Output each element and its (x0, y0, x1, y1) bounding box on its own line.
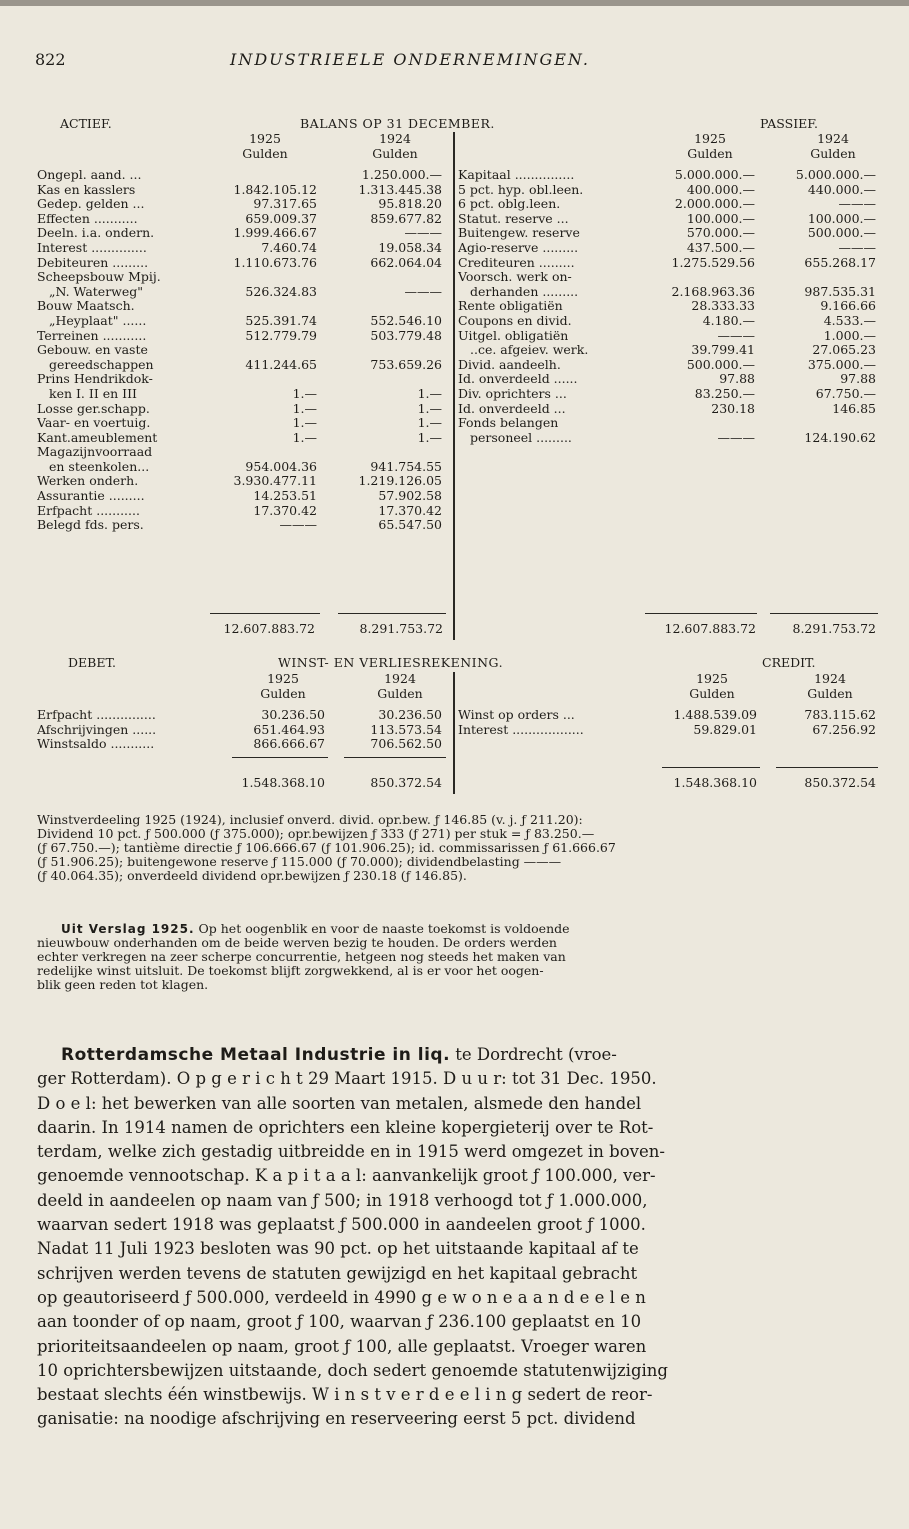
debet-total-1924: 850.372.54 (370, 775, 442, 790)
actief-1925-values (215, 168, 317, 533)
passief-1925-cell: 2.000.000.— (674, 197, 755, 212)
actief-1925-cell: 526.324.83 (245, 284, 317, 299)
winstverdeeling-note (37, 813, 877, 883)
actief-1924-cell: 1.— (417, 401, 442, 416)
actief-1925-cell (215, 372, 317, 387)
actief-1924-cell: 65.547.50 (378, 518, 442, 533)
passief-1925-values (650, 168, 755, 445)
page-number: 822 (35, 50, 66, 69)
passief-label: Div. oprichters ... (458, 386, 567, 401)
debet-1925-values (225, 708, 325, 752)
rule (770, 613, 878, 614)
passief-label: 5 pct. hyp. obl.leen. (458, 182, 584, 197)
passief-1925-cell: ——— (717, 430, 755, 445)
col-year-1925-left: 1925 (249, 131, 281, 146)
passief-1924-cell: 4.533.— (823, 313, 876, 328)
credit-1924-values (772, 708, 876, 737)
rule (344, 757, 446, 758)
passief-1924-cell: 100.000.— (807, 211, 876, 226)
actief-label: „Heyplaat" ...... (49, 313, 147, 328)
passief-1925-cell: 100.000.— (686, 211, 755, 226)
actief-1924-cell: 1.— (417, 386, 442, 401)
actief-1925-cell: 525.391.74 (245, 313, 317, 328)
actief-1924-cell: 662.064.04 (370, 255, 442, 270)
actief-1925-cell: 1.— (292, 401, 317, 416)
w-col-unit-right-2: Gulden (807, 686, 853, 701)
debet-label: Erfpacht ............... (37, 708, 156, 722)
w-col-unit-right-1: Gulden (689, 686, 735, 701)
actief-label: Belegd fds. pers. (37, 518, 144, 533)
debet-1925-cell: 651.464.93 (253, 722, 325, 737)
passief-1925-cell: 28.333.33 (691, 299, 755, 314)
passief-label: Divid. aandeelh. (458, 357, 561, 372)
col-unit-right-2: Gulden (810, 146, 856, 161)
passief-1924-cell: 375.000.— (807, 357, 876, 372)
verslag-line: redelijke winst uitsluit. De toekomst blijft zorgwekkend, al is er voor het oogen- (37, 963, 544, 978)
note-line: Winstverdeeling 1925 (1924), inclusief onverd. divid. opr.bew. ƒ 146.85 (v. j. ƒ 211.20): (37, 812, 583, 827)
verslag-line: Op het oogenblik en voor de naaste toekomst is voldoende (198, 921, 570, 936)
debet-1925-cell: 866.666.67 (253, 737, 325, 752)
passief-1924-cell: 1.000.— (823, 328, 876, 343)
actief-label: Assurantie ......... (37, 489, 145, 504)
actief-label: Kas en kasslers (37, 182, 136, 197)
actief-total-1924: 8.291.753.72 (359, 621, 443, 636)
credit-1925-values (655, 708, 757, 737)
rule (232, 757, 328, 758)
actief-label: Terreinen ........... (37, 328, 147, 343)
company-name: Rotterdamsche Metaal Industrie in liq. (61, 1045, 451, 1065)
actief-label: Werken onderh. (37, 474, 139, 489)
note-line: (ƒ 51.906.25); buitengewone reserve ƒ 115.000 (ƒ 70.000); dividendbelasting ——— (37, 854, 562, 869)
passief-1925-cell: 4.180.— (702, 313, 755, 328)
actief-1925-cell (215, 168, 317, 183)
w-col-year-1925-right: 1925 (696, 671, 728, 686)
passief-1925-cell: 230.18 (711, 401, 755, 416)
rule (210, 613, 320, 614)
company-line: aan toonder of op naam, groot ƒ 100, waarvan ƒ 236.100 geplaatst en 10 (37, 1312, 642, 1332)
company-line: ger Rotterdam). O p g e r i c h t 29 Maart 1915. D u u r: tot 31 Dec. 1950. (37, 1069, 657, 1089)
passief-1925-cell (650, 270, 755, 285)
passief-label: Agio-reserve ......... (458, 240, 579, 255)
actief-label: Effecten ........... (37, 211, 138, 226)
actief-1924-cell: 1.250.000.— (361, 168, 442, 182)
winst-separator (453, 672, 455, 794)
actief-1925-cell (215, 270, 317, 285)
actief-1925-cell: 1.842.105.12 (233, 182, 317, 197)
actief-label: Vaar- en voertuig. (37, 416, 151, 431)
actief-1925-cell (215, 343, 317, 358)
passief-label: 6 pct. oblg.leen. (458, 197, 561, 212)
passief-1925-cell: ——— (717, 328, 755, 343)
actief-1925-cell: 17.370.42 (253, 503, 317, 518)
company-line: schrijven werden tevens de statuten gewijzigd en het kapitaal gebracht (37, 1263, 638, 1283)
col-year-1925-right: 1925 (694, 131, 726, 146)
actief-1925-cell (215, 299, 317, 314)
debet-1924-values (342, 708, 442, 752)
company-line: deeld in aandeelen op naam van ƒ 500; in 1918 verhoogd tot ƒ 1.000.000, (37, 1190, 648, 1210)
verslag-section (37, 922, 877, 992)
actief-1925-cell: 1.999.466.67 (233, 226, 317, 241)
col-year-1924-left: 1924 (379, 131, 411, 146)
actief-label: gereedschappen (49, 357, 154, 372)
winst-title: WINST- EN VERLIESREKENING. (278, 655, 504, 670)
passief-label: Voorsch. werk on- (458, 270, 572, 285)
debet-header: DEBET. (68, 655, 116, 670)
passief-1924-cell: ——— (838, 240, 876, 255)
passief-1924-cell: ——— (838, 197, 876, 212)
actief-1924-cell (340, 299, 442, 314)
w-col-year-1924-right: 1924 (814, 671, 846, 686)
passief-1924-values (770, 168, 876, 445)
company-line: te Dordrecht (vroe- (455, 1045, 617, 1064)
actief-1925-cell: 1.— (292, 416, 317, 431)
passief-1924-cell (770, 416, 876, 431)
actief-1924-cell (340, 270, 442, 285)
company-section (37, 1043, 877, 1432)
debet-labels (37, 708, 237, 752)
passief-label: Uitgel. obligatiën (458, 328, 569, 343)
passief-label: ..ce. afgeiev. werk. (470, 343, 589, 358)
rule (645, 613, 757, 614)
actief-labels (37, 168, 222, 533)
passief-label: Id. onverdeeld ...... (458, 372, 578, 387)
passief-label: Crediteuren ......... (458, 255, 575, 270)
actief-label: Magazijnvoorraad (37, 445, 153, 460)
passief-labels (458, 168, 648, 445)
balans-title: BALANS OP 31 DECEMBER. (300, 116, 495, 131)
w-col-year-1924-left: 1924 (384, 671, 416, 686)
actief-1925-cell: 1.— (292, 430, 317, 445)
passief-header: PASSIEF. (760, 116, 818, 131)
running-title: INDUSTRIEELE ONDERNEMINGEN. (230, 50, 590, 69)
actief-1924-cell: 1.— (417, 430, 442, 445)
actief-1924-cell: 17.370.42 (378, 503, 442, 518)
actief-1925-cell (215, 445, 317, 460)
actief-label: Scheepsbouw Mpij. (37, 270, 161, 285)
passief-label: Rente obligatiën (458, 299, 563, 314)
passief-1924-cell: 440.000.— (807, 182, 876, 197)
credit-1925-cell: 1.488.539.09 (673, 708, 757, 722)
verslag-line: blik geen reden tot klagen. (37, 977, 209, 992)
credit-label: Winst op orders ... (458, 708, 575, 722)
actief-1924-cell (340, 445, 442, 460)
passief-1925-cell: 400.000.— (686, 182, 755, 197)
passief-1925-cell: 500.000.— (686, 357, 755, 372)
company-line: D o e l: het bewerken van alle soorten van metalen, alsmede den handel (37, 1093, 642, 1113)
passief-label: Id. onverdeeld ... (458, 401, 566, 416)
actief-total-1925: 12.607.883.72 (223, 621, 315, 636)
actief-1924-cell: ——— (404, 226, 442, 241)
verslag-title: Uit Verslag 1925. (61, 922, 195, 936)
passief-1924-cell: 987.535.31 (804, 284, 876, 299)
actief-label: Bouw Maatsch. (37, 299, 135, 314)
rule (662, 767, 760, 768)
note-line: (ƒ 40.064.35); onverdeeld dividend opr.bewijzen ƒ 230.18 (ƒ 146.85). (37, 868, 467, 883)
company-line: genoemde vennootschap. K a p i t a a l: aanvankelijk groot ƒ 100.000, ver- (37, 1166, 656, 1186)
actief-1924-cell: 1.313.445.38 (358, 182, 442, 197)
passief-1925-cell: 570.000.— (686, 226, 755, 241)
debet-label: Afschrijvingen ...... (37, 722, 157, 737)
company-line: waarvan sedert 1918 was geplaatst ƒ 500.000 in aandeelen groot ƒ 1000. (37, 1215, 646, 1235)
actief-label: „N. Waterweg" (49, 284, 144, 299)
passief-label: Buitengew. reserve (458, 226, 580, 241)
passief-1925-cell: 1.275.529.56 (671, 255, 755, 270)
credit-labels (458, 708, 658, 737)
passief-label: personeel ......... (470, 430, 572, 445)
passief-1925-cell: 437.500.— (686, 240, 755, 255)
passief-1925-cell: 83.250.— (694, 386, 755, 401)
debet-1924-cell: 706.562.50 (370, 737, 442, 752)
actief-label: Debiteuren ......... (37, 255, 149, 270)
actief-label: Ongepl. aand. ... (37, 168, 142, 182)
col-year-1924-right: 1924 (817, 131, 849, 146)
actief-1925-cell: 954.004.36 (245, 459, 317, 474)
actief-1924-cell: 859.677.82 (370, 211, 442, 226)
verslag-line: nieuwbouw onderhanden om de beide werven bezig te houden. De orders werden (37, 935, 557, 950)
company-line: daarin. In 1914 namen de oprichters een kleine kopergieterij over te Rot- (37, 1117, 654, 1137)
passief-1924-cell: 5.000.000.— (795, 168, 876, 182)
page-top-edge (0, 0, 909, 6)
note-line: Dividend 10 pct. ƒ 500.000 (ƒ 375.000); opr.bewijzen ƒ 333 (ƒ 271) per stuk = ƒ 83.250.— (37, 826, 595, 841)
passief-total-1924: 8.291.753.72 (792, 621, 876, 636)
passief-1925-cell: 97.88 (719, 372, 755, 387)
company-line: terdam, welke zich gestadig uitbreidde en in 1915 werd omgezet in boven- (37, 1142, 665, 1162)
debet-1924-cell: 113.573.54 (370, 722, 442, 737)
debet-label: Winstsaldo ........... (37, 737, 155, 752)
passief-1925-cell: 39.799.41 (691, 343, 755, 358)
actief-label: en steenkolen... (49, 459, 150, 474)
actief-1925-cell: 3.930.477.11 (233, 474, 317, 489)
actief-header: ACTIEF. (60, 116, 112, 131)
actief-1924-cell: 95.818.20 (378, 197, 442, 212)
credit-1925-cell: 59.829.01 (693, 722, 757, 737)
passief-label: derhanden ......... (470, 284, 579, 299)
passief-1924-cell (770, 270, 876, 285)
passief-label: Fonds belangen (458, 416, 559, 431)
w-col-unit-left-2: Gulden (377, 686, 423, 701)
actief-1924-cell: 57.902.58 (378, 489, 442, 504)
passief-1924-cell: 67.750.— (815, 386, 876, 401)
company-line: op geautoriseerd ƒ 500.000, verdeeld in 4990 g e w o n e a a n d e e l e n (37, 1287, 646, 1307)
actief-1924-cell: 753.659.26 (370, 357, 442, 372)
actief-1924-cell: ——— (404, 284, 442, 299)
actief-1925-cell: 411.244.65 (245, 357, 317, 372)
passief-total-1925: 12.607.883.72 (664, 621, 756, 636)
passief-1924-cell: 97.88 (840, 372, 876, 387)
actief-label: Losse ger.schapp. (37, 401, 150, 416)
credit-label: Interest .................. (458, 722, 584, 737)
actief-1924-cell: 941.754.55 (370, 459, 442, 474)
passief-1924-cell: 9.166.66 (820, 299, 876, 314)
company-line: prioriteitsaandeelen op naam, groot ƒ 100, alle geplaatst. Vroeger waren (37, 1336, 647, 1356)
col-unit-left-2: Gulden (372, 146, 418, 161)
debet-1924-cell: 30.236.50 (378, 708, 442, 722)
actief-1924-cell (340, 343, 442, 358)
passief-1924-cell: 27.065.23 (812, 343, 876, 358)
note-line: (ƒ 67.750.—); tantième directie ƒ 106.666.67 (ƒ 101.906.25); id. commissarissen ƒ 61.666.67 (37, 840, 616, 855)
actief-1924-cell: 503.779.48 (370, 328, 442, 343)
actief-1925-cell: ——— (279, 518, 317, 533)
actief-1924-cell: 1.— (417, 416, 442, 431)
actief-label: Prins Hendrikdok- (37, 372, 153, 387)
actief-1924-cell: 19.058.34 (378, 240, 442, 255)
w-col-year-1925-left: 1925 (267, 671, 299, 686)
actief-1925-cell: 1.— (292, 386, 317, 401)
credit-total-1924: 850.372.54 (804, 775, 876, 790)
actief-1925-cell: 7.460.74 (261, 240, 317, 255)
actief-label: ken I. II en III (49, 386, 137, 401)
actief-1924-cell: 1.219.126.05 (358, 474, 442, 489)
actief-label: Gebouw. en vaste (37, 343, 148, 358)
actief-label: Interest .............. (37, 240, 147, 255)
passief-1925-cell: 2.168.963.36 (671, 284, 755, 299)
actief-1925-cell: 1.110.673.76 (233, 255, 317, 270)
passief-label: Coupons en divid. (458, 313, 572, 328)
passief-1924-cell: 124.190.62 (804, 430, 876, 445)
balans-separator (453, 132, 455, 640)
company-line: ganisatie: na noodige afschrijving en reserveering eerst 5 pct. dividend (37, 1409, 636, 1429)
actief-1924-cell: 552.546.10 (370, 313, 442, 328)
actief-label: Kant.ameublement (37, 430, 158, 445)
credit-1924-cell: 67.256.92 (812, 722, 876, 737)
passief-label: Statut. reserve ... (458, 211, 569, 226)
credit-total-1925: 1.548.368.10 (673, 775, 757, 790)
actief-label: Deeln. i.a. ondern. (37, 226, 155, 241)
passief-1924-cell: 500.000.— (807, 226, 876, 241)
company-line: bestaat slechts één winstbewijs. W i n s t v e r d e e l i n g sedert de reor- (37, 1385, 653, 1405)
company-line: Nadat 11 Juli 1923 besloten was 90 pct. op het uitstaande kapitaal af te (37, 1239, 639, 1259)
passief-label: Kapitaal ............... (458, 168, 575, 182)
passief-1924-cell: 146.85 (832, 401, 876, 416)
actief-1925-cell: 14.253.51 (253, 489, 317, 504)
w-col-unit-left-1: Gulden (260, 686, 306, 701)
rule (338, 613, 446, 614)
actief-1925-cell: 659.009.37 (245, 211, 317, 226)
actief-label: Gedep. gelden ... (37, 197, 145, 212)
actief-1925-cell: 97.317.65 (253, 197, 317, 212)
verslag-line: echter verkregen na zeer scherpe concurrentie, hetgeen nog steeds het maken van (37, 949, 566, 964)
company-line: 10 oprichtersbewijzen uitstaande, doch sedert genoemde statutenwijziging (37, 1360, 668, 1380)
actief-label: Erfpacht ........... (37, 503, 140, 518)
actief-1925-cell: 512.779.79 (245, 328, 317, 343)
actief-1924-cell (340, 372, 442, 387)
passief-1925-cell (650, 416, 755, 431)
credit-1924-cell: 783.115.62 (804, 708, 876, 722)
col-unit-left-1: Gulden (242, 146, 288, 161)
rule (776, 767, 878, 768)
passief-1924-cell: 655.268.17 (804, 255, 876, 270)
actief-1924-values (340, 168, 442, 533)
debet-1925-cell: 30.236.50 (261, 708, 325, 722)
col-unit-right-1: Gulden (687, 146, 733, 161)
passief-1925-cell: 5.000.000.— (674, 168, 755, 182)
credit-header: CREDIT. (762, 655, 816, 670)
debet-total-1925: 1.548.368.10 (241, 775, 325, 790)
